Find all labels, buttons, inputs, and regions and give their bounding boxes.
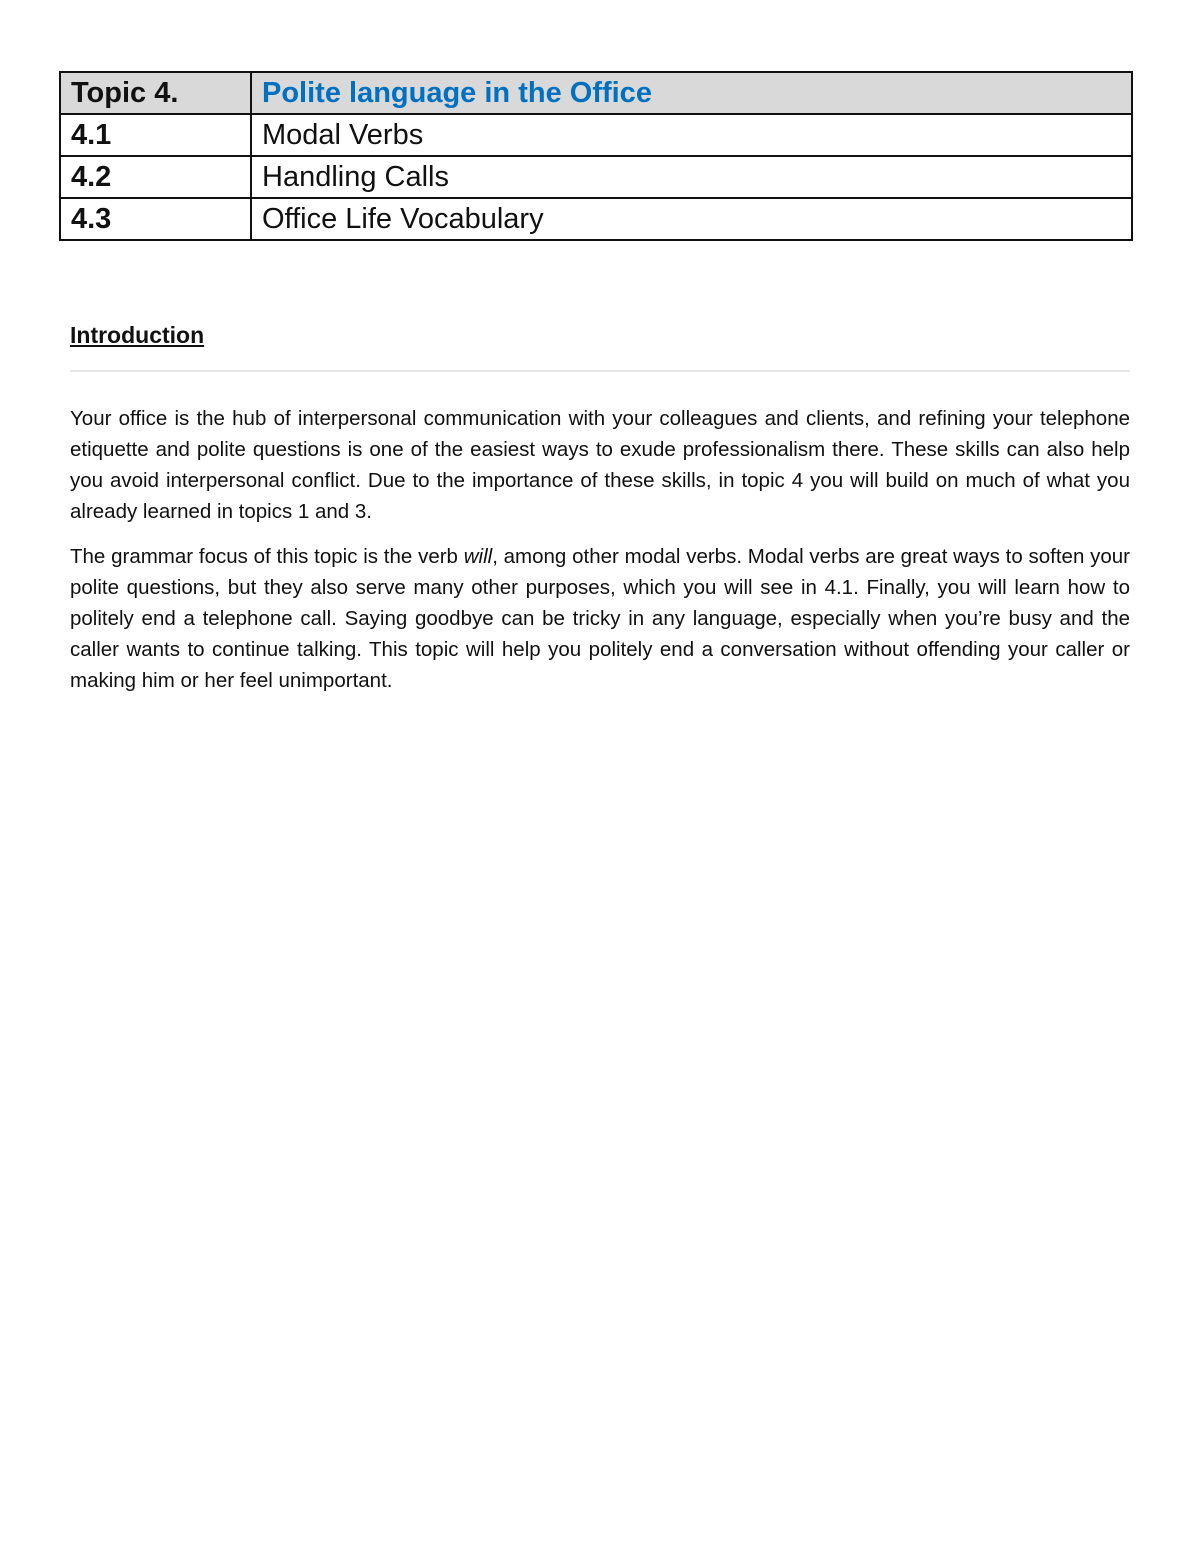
subtopic-title: Modal Verbs [251, 114, 1132, 156]
topic-number: Topic 4. [60, 72, 251, 114]
topic-title: Polite language in the Office [251, 72, 1132, 114]
paragraph-text: The grammar focus of this topic is the verb [70, 545, 464, 568]
introduction-heading: Introduction [70, 322, 205, 348]
introduction-paragraph-1: Your office is the hub of interpersonal communication with your colleagues and clients, and refining your telephone etiquette and polite questions is one of the easiest ways to exude professionalism there. These skills can also help you avoid interpersonal conflict. Due to the importance of these skills, in topic 4 you will build on much of what you already learned in topics 1 and 3. [70, 407, 1130, 523]
introduction-body [70, 403, 1130, 710]
subtopic-number: 4.3 [60, 198, 251, 240]
introduction-paragraph-2 [70, 541, 1130, 696]
subtopic-title: Office Life Vocabulary [251, 198, 1132, 240]
topic-table-header-row [60, 72, 1132, 114]
topic-table [59, 71, 1133, 241]
table-row [60, 198, 1132, 240]
subtopic-number: 4.1 [60, 114, 251, 156]
paragraph-text: , among other modal verbs. Modal verbs are great ways to soften your polite questions, but they also serve many other purposes, which you will see in 4.1. Finally, you will learn how to politely end a telephone call. Saying goodbye can be tricky in any language, especially when you’re busy and the caller wants to continue talking. This topic will help you politely end a conversation without offending your caller or making him or her feel unimportant. [70, 545, 1130, 692]
subtopic-number: 4.2 [60, 156, 251, 198]
emphasized-word: will [463, 545, 493, 568]
table-row [60, 114, 1132, 156]
subtopic-title: Handling Calls [251, 156, 1132, 198]
section-divider [70, 370, 1130, 372]
table-row [60, 156, 1132, 198]
